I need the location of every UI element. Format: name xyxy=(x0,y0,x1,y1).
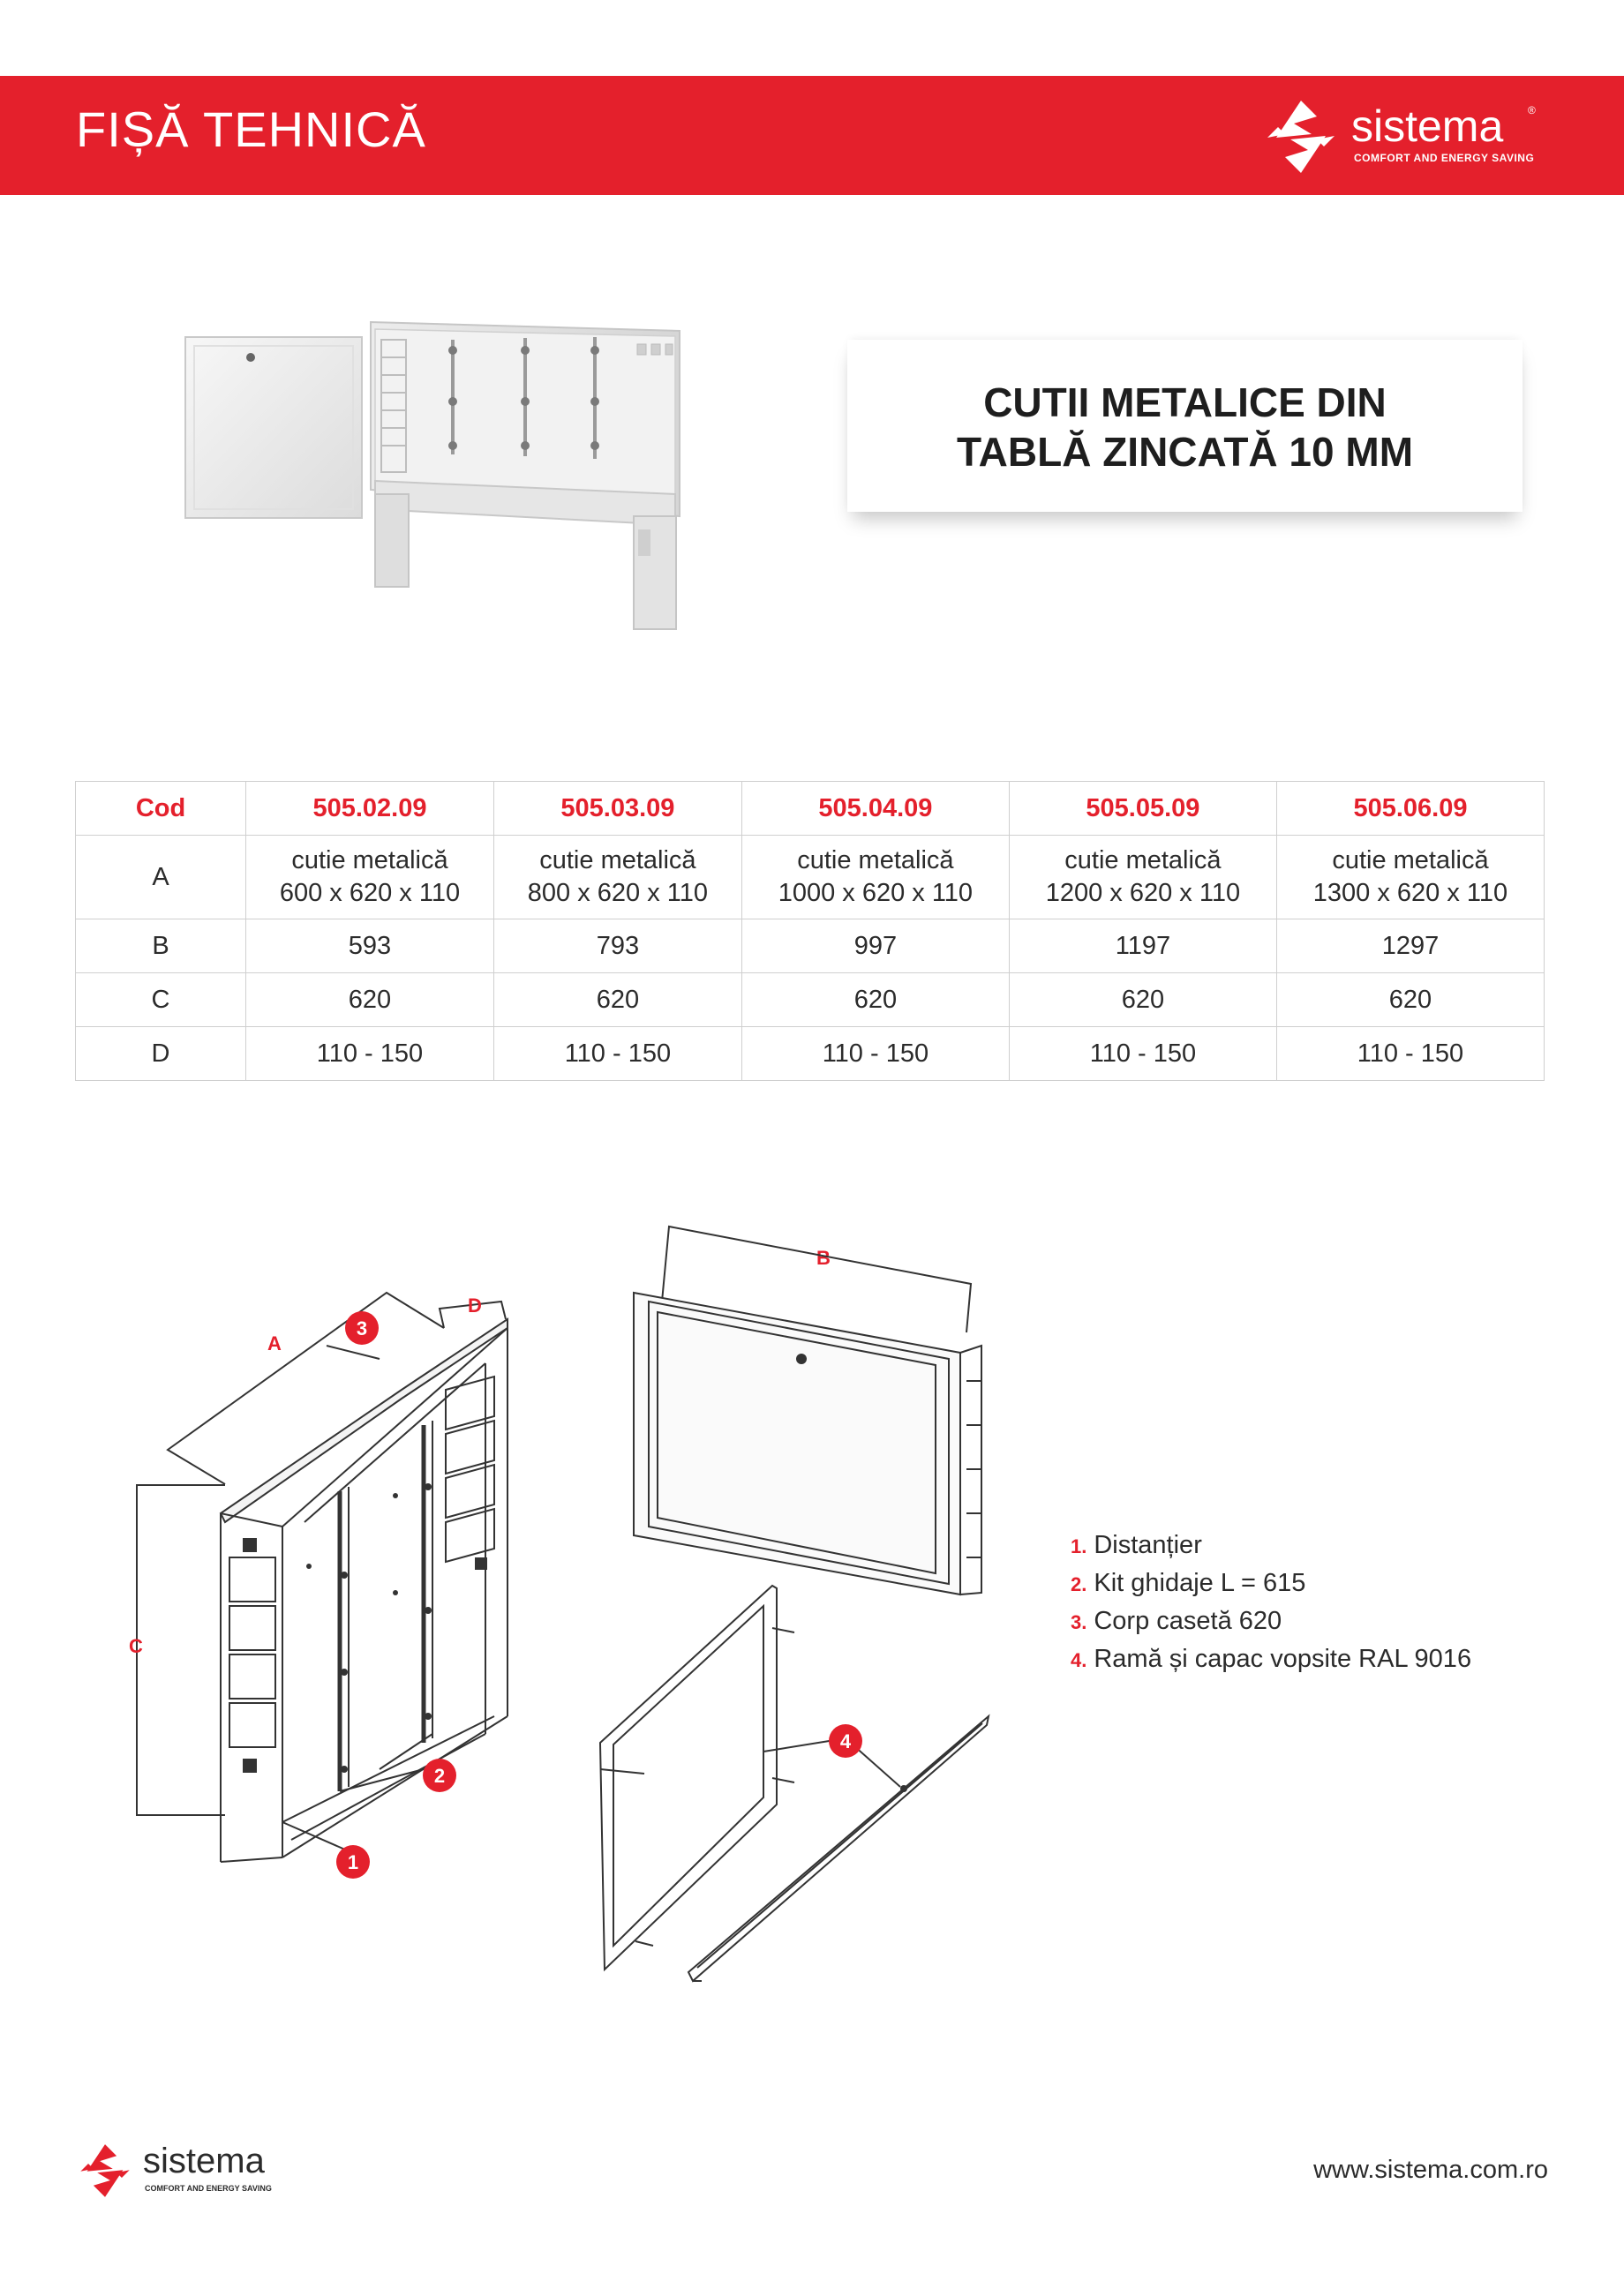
header-cell-cod: Cod xyxy=(76,782,246,836)
header-cell-code: 505.04.09 xyxy=(741,782,1009,836)
header-band xyxy=(0,76,1624,195)
table-cell: 1197 xyxy=(1009,919,1276,973)
cell-line: cutie metalică xyxy=(797,846,954,874)
cell-line: cutie metalică xyxy=(539,846,696,874)
legend-text: Kit ghidaje L = 615 xyxy=(1094,1569,1306,1597)
dimension-label-a: A xyxy=(267,1332,282,1354)
row-label: A xyxy=(76,836,246,919)
callout-1 xyxy=(336,1845,370,1879)
legend-text: Distanțier xyxy=(1094,1531,1202,1559)
table-cell: 110 - 150 xyxy=(246,1027,494,1081)
legend-text: Corp casetă 620 xyxy=(1094,1607,1282,1635)
table-row-b xyxy=(76,919,1545,973)
table-row-a xyxy=(76,836,1545,919)
sistema-logo-icon xyxy=(1259,97,1343,176)
table-cell: 110 - 150 xyxy=(493,1027,741,1081)
cell-line: 800 x 620 x 110 xyxy=(527,879,709,907)
dimension-label-b: B xyxy=(816,1247,831,1269)
dimension-label-c: C xyxy=(129,1635,143,1657)
callout-number: 1 xyxy=(347,1851,359,1873)
row-label: B xyxy=(76,919,246,973)
product-title-line-2: TABLĂ ZINCATĂ 10 MM xyxy=(956,429,1414,475)
registered-mark: ® xyxy=(1528,104,1536,116)
legend-number: 2. xyxy=(1071,1573,1087,1595)
table-cell: 110 - 150 xyxy=(1276,1027,1544,1081)
callout-4 xyxy=(829,1724,862,1758)
callout-number: 3 xyxy=(356,1317,368,1339)
table-cell xyxy=(1276,836,1544,919)
table-cell xyxy=(246,836,494,919)
cell-line: 600 x 620 x 110 xyxy=(279,879,461,907)
legend-item xyxy=(1071,1602,1471,1640)
header-cell-code: 505.05.09 xyxy=(1009,782,1276,836)
brand-name: sistema xyxy=(1351,101,1504,151)
table-cell: 620 xyxy=(741,973,1009,1027)
product-photo xyxy=(177,313,697,631)
spec-table xyxy=(75,781,1545,1081)
table-cell: 997 xyxy=(741,919,1009,973)
table-row-c xyxy=(76,973,1545,1027)
table-cell: 110 - 150 xyxy=(1009,1027,1276,1081)
product-title-card xyxy=(847,340,1522,512)
table-header-row xyxy=(76,782,1545,836)
cell-line: 1000 x 620 x 110 xyxy=(778,879,974,907)
table-cell xyxy=(1009,836,1276,919)
legend-item xyxy=(1071,1640,1471,1678)
header-cell-code: 505.03.09 xyxy=(493,782,741,836)
sistema-logo-icon xyxy=(74,2140,136,2202)
header-cell-code: 505.06.09 xyxy=(1276,782,1544,836)
dimension-label-d: D xyxy=(468,1294,482,1317)
table-cell: 620 xyxy=(1276,973,1544,1027)
table-cell: 793 xyxy=(493,919,741,973)
footer-logo[interactable] xyxy=(74,2140,304,2202)
legend-text: Ramă și capac vopsite RAL 9016 xyxy=(1094,1645,1472,1673)
cell-line: cutie metalică xyxy=(1332,846,1489,874)
table-cell xyxy=(493,836,741,919)
table-cell xyxy=(741,836,1009,919)
callout-number: 2 xyxy=(433,1765,446,1787)
legend-number: 3. xyxy=(1071,1611,1087,1633)
table-cell: 620 xyxy=(1009,973,1276,1027)
cell-line: cutie metalică xyxy=(291,846,448,874)
legend-number: 1. xyxy=(1071,1535,1087,1557)
website-link[interactable]: www.sistema.com.ro xyxy=(1313,2156,1548,2184)
legend-item xyxy=(1071,1527,1471,1564)
cell-line: 1200 x 620 x 110 xyxy=(1045,879,1241,907)
callout-3 xyxy=(345,1311,379,1345)
cell-line: cutie metalică xyxy=(1064,846,1222,874)
brand-name: sistema xyxy=(143,2142,265,2180)
table-cell: 593 xyxy=(246,919,494,973)
table-cell: 620 xyxy=(246,973,494,1027)
technical-drawing xyxy=(106,1204,1015,1999)
header-cell-code: 505.02.09 xyxy=(246,782,494,836)
page-title: FIȘĂ TEHNICĂ xyxy=(76,101,426,157)
legend-item xyxy=(1071,1564,1471,1602)
callout-2 xyxy=(423,1759,456,1792)
callout-number: 4 xyxy=(839,1730,852,1752)
sistema-logo[interactable] xyxy=(1259,97,1550,176)
product-title-line-1: CUTII METALICE DIN xyxy=(983,379,1387,425)
table-row-d xyxy=(76,1027,1545,1081)
brand-tagline: COMFORT AND ENERGY SAVING xyxy=(1354,152,1535,164)
parts-legend xyxy=(1071,1527,1471,1678)
legend-number: 4. xyxy=(1071,1649,1087,1671)
table-cell: 620 xyxy=(493,973,741,1027)
table-cell: 110 - 150 xyxy=(741,1027,1009,1081)
row-label: C xyxy=(76,973,246,1027)
cell-line: 1300 x 620 x 110 xyxy=(1312,879,1508,907)
row-label: D xyxy=(76,1027,246,1081)
brand-tagline: COMFORT AND ENERGY SAVING xyxy=(145,2184,272,2193)
table-cell: 1297 xyxy=(1276,919,1544,973)
